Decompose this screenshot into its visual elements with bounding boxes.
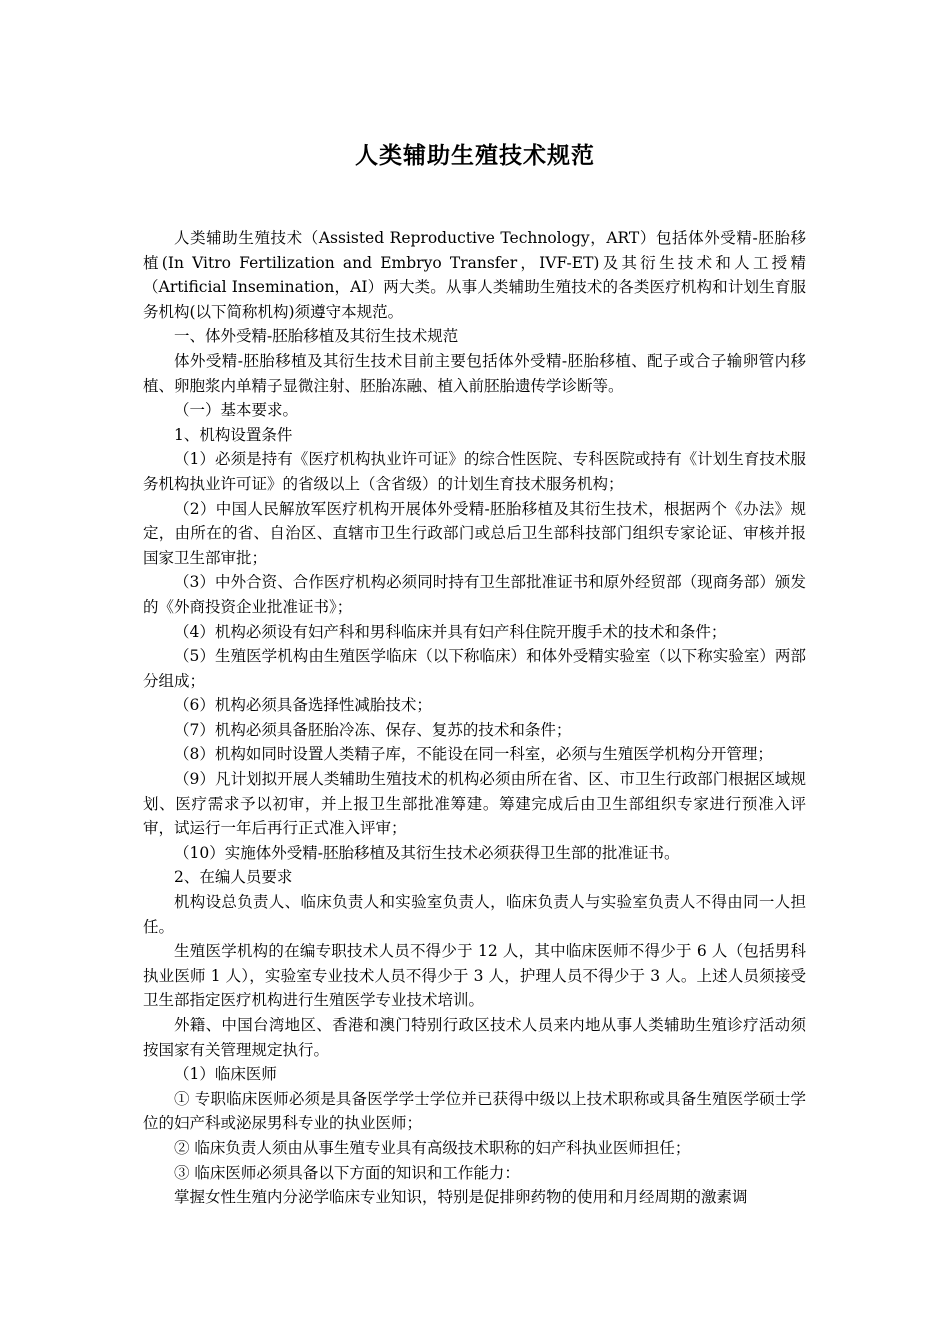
paragraph: ③ 临床医师必须具备以下方面的知识和工作能力：: [174, 1163, 520, 1182]
paragraph: 掌握女性生殖内分泌学临床专业知识，特别是促排卵药物的使用和月经周期的激素调: [174, 1188, 748, 1207]
paragraph: 外籍、中国台湾地区、香港和澳门特别行政区技术人员来内地从事人类辅助生殖诊疗活动须按国家有关管理规定执行。: [143, 1016, 806, 1059]
paragraph: 1、机构设置条件: [174, 425, 293, 444]
paragraph: （10）实施体外受精-胚胎移植及其衍生技术必须获得卫生部的批准证书。: [174, 843, 680, 862]
paragraph: （1）必须是持有《医疗机构执业许可证》的综合性医院、专科医院或持有《计划生育技术服务机构执业许可证》的省级以上（含省级）的计划生育技术服务机构；: [143, 450, 806, 493]
paragraph: 体外受精-胚胎移植及其衍生技术目前主要包括体外受精-胚胎移植、配子或合子输卵管内移植、卵胞浆内单精子显微注射、胚胎冻融、植入前胚胎遗传学诊断等。: [143, 351, 806, 395]
paragraph: ② 临床负责人须由从事生殖专业具有高级技术职称的妇产科执业医师担任；: [174, 1138, 691, 1157]
paragraph: 一、体外受精-胚胎移植及其衍生技术规范: [174, 327, 459, 346]
paragraph: （1）临床医师: [174, 1065, 277, 1084]
paragraph: （3）中外合资、合作医疗机构必须同时持有卫生部批准证书和原外经贸部（现商务部）颁发的《外商投资企业批准证书》；: [143, 573, 806, 616]
paragraph: ① 专职临床医师必须是具备医学学士学位并已获得中级以上技术职称或具备生殖医学硕士学位的妇产科或泌尿男科专业的执业医师；: [143, 1089, 806, 1133]
paragraph: （9）凡计划拟开展人类辅助生殖技术的机构必须由所在省、区、市卫生行政部门根据区域规划、医疗需求予以初审，并上报卫生部批准筹建。筹建完成后由卫生部组织专家进行预准入评审，试运行一年后再行正式准入评审；: [143, 770, 806, 838]
paragraph: （5）生殖医学机构由生殖医学临床（以下称临床）和体外受精实验室（以下称实验室）两部分组成；: [143, 647, 806, 690]
paragraph: （8）机构如同时设置人类精子库，不能设在同一科室，必须与生殖医学机构分开管理；: [174, 745, 773, 764]
paragraph: 人类辅助生殖技术（Assisted Reproductive Technology，ART）包括体外受精-胚胎移植(In Vitro Fertilization and Embryo Transfer，IVF-ET)及其衍生技术和人工授精（Artificial Insemination，AI）两大类。从事人类辅助生殖技术的各类医疗机构和计划生育服务机构(以下简称机构)须遵守本规范。: [143, 229, 806, 321]
paragraph: 2、在编人员要求: [174, 868, 293, 887]
paragraph: （2）中国人民解放军医疗机构开展体外受精-胚胎移植及其衍生技术，根据两个《办法》规定，由所在的省、自治区、直辖市卫生行政部门或总后卫生部科技部门组织专家论证、审核并报国家卫生部审批；: [143, 499, 806, 567]
paragraph: 机构设总负责人、临床负责人和实验室负责人，临床负责人与实验室负责人不得由同一人担任。: [143, 893, 806, 936]
document-body: [143, 226, 806, 1210]
paragraph: （6）机构必须具备选择性减胎技术；: [174, 696, 432, 715]
paragraph: （7）机构必须具备胚胎冷冻、保存、复苏的技术和条件；: [174, 720, 572, 739]
paragraph: （4）机构必须设有妇产科和男科临床并具有妇产科住院开腹手术的技术和条件；: [174, 622, 727, 641]
document-title: 人类辅助生殖技术规范: [355, 143, 595, 169]
paragraph: （一）基本要求。: [174, 401, 299, 420]
paragraph: 生殖医学机构的在编专职技术人员不得少于 12 人，其中临床医师不得少于 6 人（包括男科执业医师 1 人），实验室专业技术人员不得少于 3 人，护理人员不得少于 3 人。上述人员须接受卫生部指定医疗机构进行生殖医学专业技术培训。: [143, 942, 806, 1010]
